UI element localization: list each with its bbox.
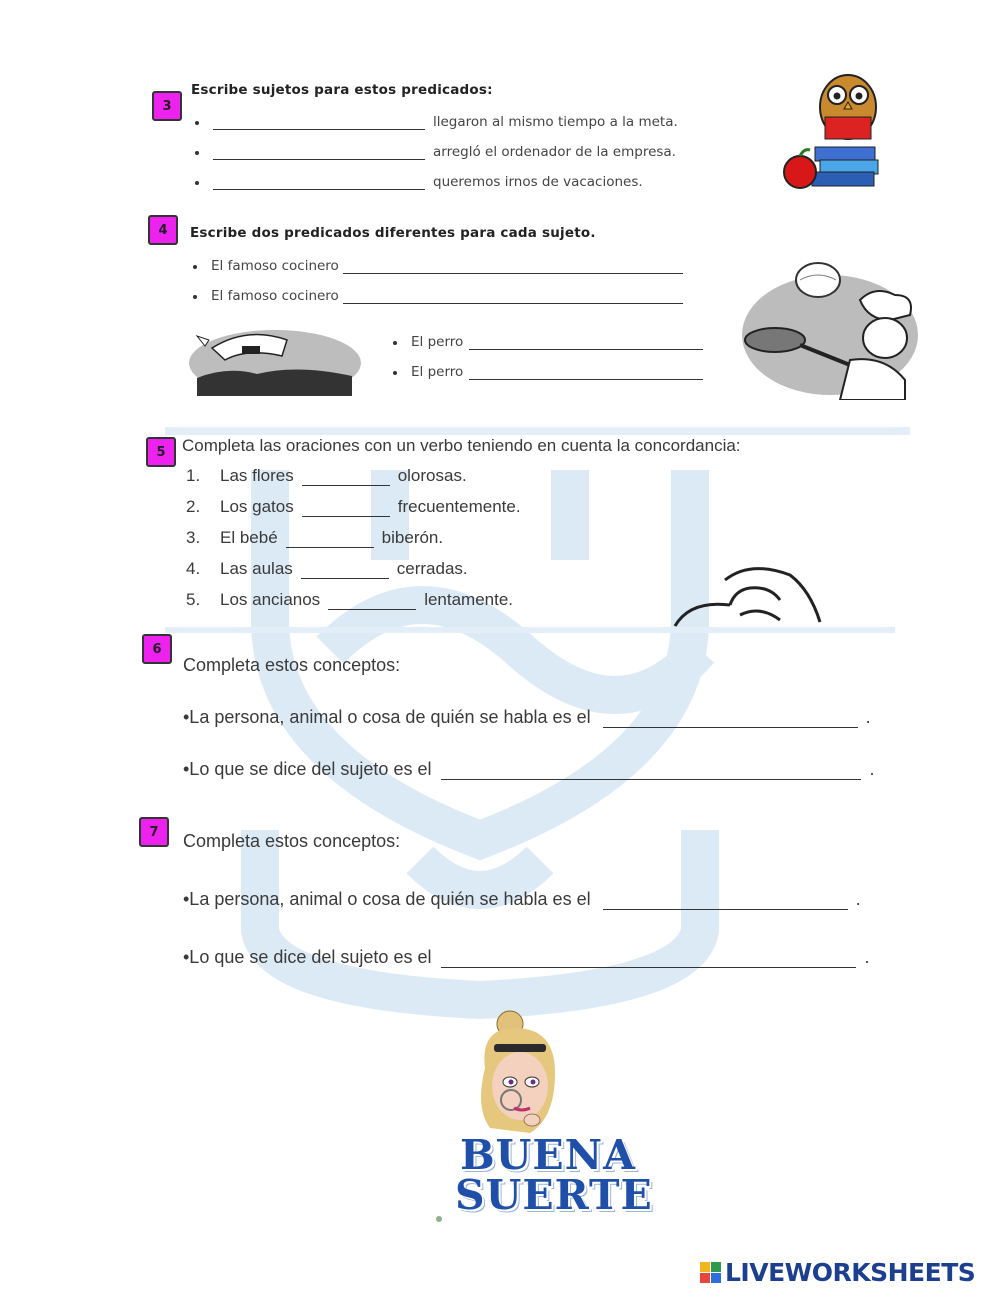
section-6-title: Completa estos conceptos: [183,655,401,675]
answer-blank[interactable] [213,175,425,190]
concept-row: •La persona, animal o cosa de quién se habla es el . [183,889,861,909]
answer-blank[interactable] [441,765,861,780]
closing-line-1: BUENA [460,1131,636,1179]
answer-blank[interactable] [343,289,683,304]
answer-blank[interactable] [286,533,374,548]
section-4-title: Escribe dos predicados diferentes para cada sujeto. [190,225,596,241]
concept-row: •Lo que se dice del sujeto es el . [183,947,870,967]
answer-blank[interactable] [343,259,683,274]
section-4-cook-item: El famoso cocinero [193,288,683,304]
answer-blank[interactable] [302,471,390,486]
section-4-dog-item: El perro [393,334,703,350]
sentence-row: 3. El bebé biberón. [186,528,444,547]
answer-blank[interactable] [603,713,858,728]
sentence-row: 5. Los ancianos lentamente. [186,590,514,609]
section-6-badge: 6 [142,634,172,664]
answer-blank[interactable] [213,115,425,130]
section-3-badge: 3 [152,91,182,121]
section-3-item: llegaron al mismo tiempo a la meta. [195,114,678,130]
section-4-badge: 4 [148,215,178,245]
teacher-avatar [470,1008,580,1138]
answer-blank[interactable] [301,564,389,579]
answer-blank[interactable] [213,145,425,160]
section-7-title: Completa estos conceptos: [183,831,401,851]
section-4-cook-item: El famoso cocinero [193,258,683,274]
section-4-dog-item: El perro [393,364,703,380]
answer-blank[interactable] [469,335,703,350]
section-7-badge: 7 [139,817,169,847]
answer-blank[interactable] [328,595,416,610]
concept-row: •La persona, animal o cosa de quién se habla es el . [183,707,871,727]
dog-jumping-illustration [187,318,362,398]
answer-blank[interactable] [469,365,703,380]
small-dot [436,1216,442,1222]
section-3-item: queremos irnos de vacaciones. [195,174,643,190]
closing-line-2: SUERTE [455,1171,653,1219]
section-5-title: Completa las oraciones con un verbo teniendo en cuenta la concordancia: [182,436,741,455]
answer-blank[interactable] [603,895,848,910]
sentence-row: 1. Las flores olorosas. [186,466,467,485]
brand-name: LIVEWORKSHEETS [725,1258,976,1287]
sentence-row: 4. Las aulas cerradas. [186,559,468,578]
section-5-badge: 5 [146,437,176,467]
footer-logo[interactable] [700,1258,975,1287]
section-3-item: arregló el ordenador de la empresa. [195,144,676,160]
chef-pancake-illustration [740,250,925,400]
section-3-title: Escribe sujetos para estos predicados: [191,82,493,98]
concept-row: •Lo que se dice del sujeto es el . [183,759,875,779]
liveworksheets-icon [700,1262,722,1284]
answer-blank[interactable] [302,502,390,517]
answer-blank[interactable] [441,953,856,968]
pot-sketch [670,560,830,630]
sentence-row: 2. Los gatos frecuentemente. [186,497,521,516]
owl-books-illustration [780,62,890,197]
